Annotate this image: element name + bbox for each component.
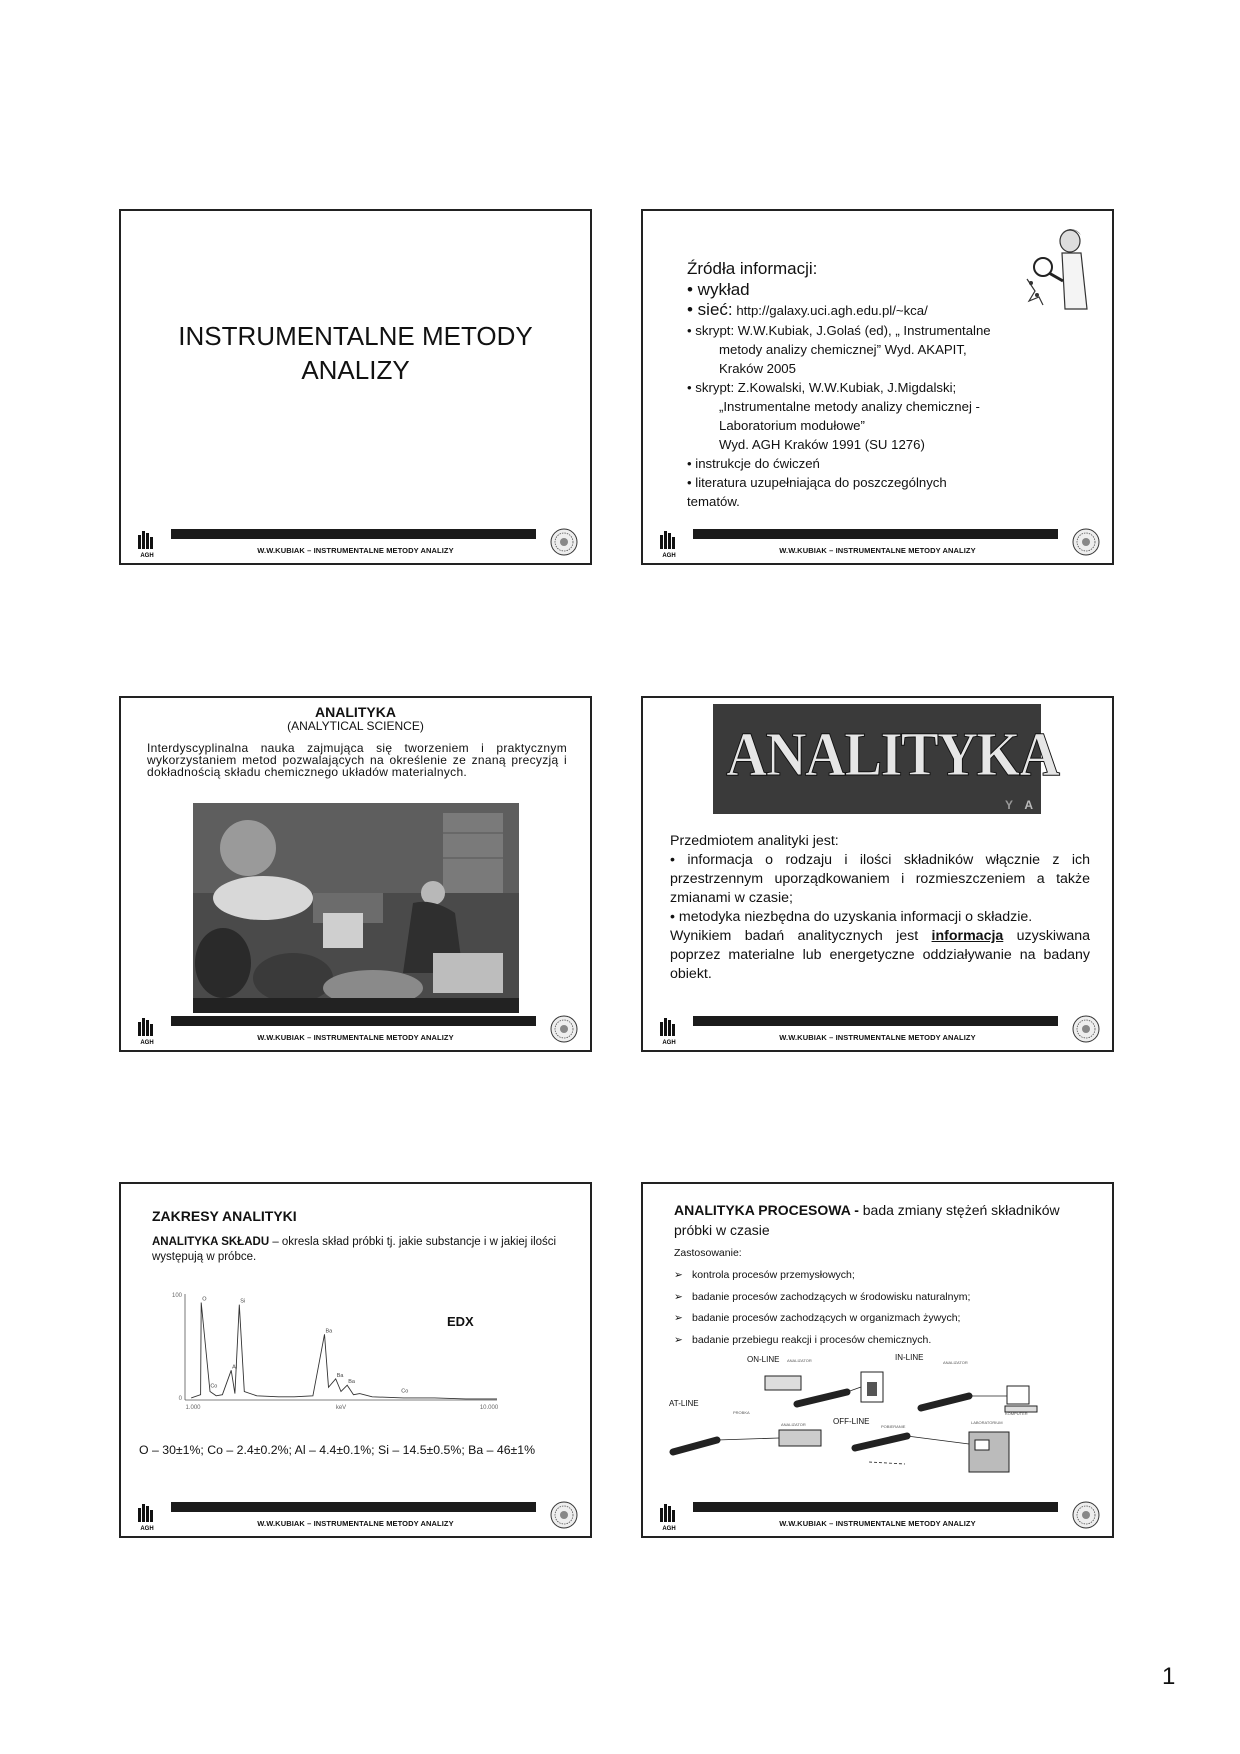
at-line-analyzer-box: [779, 1430, 821, 1446]
alchemist-painting-image: [193, 803, 519, 1013]
lab-cabinet-box: [969, 1432, 1009, 1472]
slide-title: ANALITYKA: [315, 704, 396, 720]
list-item: Wyd. AGH Kraków 1991 (SU 1276): [719, 437, 925, 452]
footer-bar: [693, 1016, 1058, 1026]
result-text-a: Wynikiem badań analitycznych jest: [670, 928, 932, 944]
scientist-clipart-icon: [1015, 219, 1105, 319]
list-item: metody analizy chemicznej” Wyd. AKAPIT,: [719, 342, 967, 357]
footer-label: W.W.KUBIAK – INSTRUMENTALNE METODY ANALIZY: [779, 1033, 976, 1042]
analityka-banner: [713, 704, 1059, 814]
point-1-text: • informacja o rodzaju i ilości składników włącznie z ich przestrzennym uporządkowaniem i rozmieszczeniem a także zmianami w czasie;: [670, 852, 1090, 906]
spectrum-line: [191, 1303, 497, 1399]
result-text-c: uzyskiwana poprzez materialne lub energetyczne oddziaływanie na badany obiekt.: [670, 928, 1091, 982]
peak-label: Co: [401, 1388, 409, 1395]
result-keyword: informacja: [931, 928, 1004, 944]
slide-title: [674, 1200, 1084, 1240]
slide-5: [119, 1182, 592, 1538]
slide-2: [641, 209, 1114, 565]
title-line-2: ANALIZY: [301, 355, 410, 385]
usage-label: Zastosowanie:: [674, 1247, 742, 1259]
result-text: [670, 927, 1090, 984]
x-tick-label: 10.000: [479, 1405, 499, 1411]
svg-text:LABORATORIUM: LABORATORIUM: [971, 1420, 1003, 1425]
footer-bar: [693, 529, 1058, 539]
list-item: „Instrumentalne metody analizy chemicznej -: [719, 399, 980, 414]
university-seal-icon: [1072, 1501, 1100, 1529]
arrow-bullet-icon: ➢: [674, 1333, 683, 1346]
agh-logo-text: AGH: [140, 1040, 154, 1046]
peak-label: Co: [210, 1383, 218, 1390]
composition-result: O – 30±1%; Co – 2.4±0.2%; Al – 4.4±0.1%; Si – 14.5±0.5%; Ba – 46±1%: [139, 1443, 536, 1457]
computer-monitor-box: [1007, 1386, 1029, 1404]
pipe-at-line: [673, 1440, 717, 1452]
list-item: tematów.: [687, 494, 740, 509]
peak-label: Ba: [348, 1379, 355, 1386]
banner-sub-y: Y: [1004, 798, 1013, 812]
agh-logo-icon: [136, 529, 158, 559]
y-tick-label: 0: [178, 1396, 182, 1402]
in-line-label: IN-LINE: [895, 1353, 924, 1362]
list-item: • literatura uzupełniająca do poszczególnych: [687, 475, 947, 490]
x-tick-label: keV: [335, 1405, 347, 1411]
slide-3: [119, 696, 592, 1052]
list-item-label: badanie procesów zachodzących w środowisku naturalnym;: [692, 1290, 971, 1303]
subtitle-bold: ANALITYKA SKŁADU: [152, 1236, 270, 1248]
footer-bar: [171, 529, 536, 539]
agh-logo-icon: [136, 1016, 158, 1046]
on-line-analyzer-box: [765, 1376, 801, 1390]
peak-label: Al: [232, 1364, 238, 1371]
subtitle-rest: – okresla skład próbki tj. jakie substancje i w jakiej ilości występują w próbce.: [152, 1236, 557, 1263]
title-line-1: INSTRUMENTALNE METODY: [178, 321, 533, 351]
list-item: [674, 1265, 970, 1287]
list-item: [674, 1308, 970, 1330]
university-seal-icon: [550, 1015, 578, 1043]
list-item: Kraków 2005: [719, 361, 796, 376]
university-seal-icon: [550, 1501, 578, 1529]
slide-subtitle: [152, 1235, 572, 1265]
pipe-on-line: [797, 1392, 847, 1404]
slide-title: ZAKRESY ANALITYKI: [152, 1208, 297, 1224]
list-item: • instrukcje do ćwiczeń: [687, 456, 820, 471]
footer-label: W.W.KUBIAK – INSTRUMENTALNE METODY ANALIZY: [779, 1519, 976, 1528]
arrow-bullet-icon: ➢: [674, 1290, 683, 1303]
list-item: • skrypt: W.W.Kubiak, J.Golaś (ed), „ Instrumentalne: [687, 323, 991, 338]
slide-6: [641, 1182, 1114, 1538]
arrow-bullet-icon: ➢: [674, 1269, 683, 1281]
agh-logo-text: AGH: [140, 553, 154, 559]
off-line-label: OFF-LINE: [833, 1417, 870, 1426]
url-text: http://galaxy.uci.agh.edu.pl/~kca/: [736, 303, 928, 318]
peak-label: Si: [240, 1298, 246, 1305]
footer-label: W.W.KUBIAK – INSTRUMENTALNE METODY ANALIZY: [257, 546, 454, 555]
footer-label: W.W.KUBIAK – INSTRUMENTALNE METODY ANALIZY: [257, 1519, 454, 1528]
list-item: • wykład: [687, 280, 750, 299]
peak-label: Ba: [325, 1328, 333, 1335]
analityka-description: [670, 832, 1090, 984]
pipe-off-line: [855, 1436, 907, 1448]
footer-label: W.W.KUBIAK – INSTRUMENTALNE METODY ANALIZY: [257, 1033, 454, 1042]
agh-logo-text: AGH: [662, 553, 676, 559]
svg-text:ANALIZATOR: ANALIZATOR: [787, 1358, 812, 1363]
point-2-text: • metodyka niezbędna do uzyskania informacji o składzie.: [670, 909, 1033, 925]
list-item: • skrypt: Z.Kowalski, W.W.Kubiak, J.Migdalski;: [687, 380, 957, 395]
peak-label: Ba: [336, 1372, 344, 1379]
peak-label: O: [202, 1296, 207, 1303]
university-seal-icon: [550, 528, 578, 556]
list-item: Laboratorium modułowe”: [719, 418, 865, 433]
list-item-label: badanie przebiegu reakcji i procesów chemicznych.: [692, 1333, 932, 1346]
sources-heading: Źródła informacji:: [687, 259, 818, 278]
process-analysis-diagram: [669, 1352, 1079, 1482]
footer-label: W.W.KUBIAK – INSTRUMENTALNE METODY ANALIZY: [779, 546, 976, 555]
agh-logo-text: AGH: [662, 1040, 676, 1046]
list-item: [674, 1330, 970, 1352]
x-tick-label: 1.000: [185, 1405, 201, 1411]
svg-text:ANALIZATOR: ANALIZATOR: [943, 1360, 968, 1365]
on-line-label: ON-LINE: [747, 1355, 780, 1364]
banner-sub-a: A: [1024, 798, 1033, 812]
list-item-label: • sieć:: [687, 300, 733, 319]
footer-bar: [171, 1016, 536, 1026]
footer-bar: [171, 1502, 536, 1512]
agh-logo-icon: [658, 1016, 680, 1046]
edx-label: EDX: [447, 1314, 474, 1329]
title-bold: ANALITYKA PROCESOWA -: [674, 1202, 859, 1218]
agh-logo-icon: [658, 1502, 680, 1532]
list-item-label: badanie procesów zachodzących w organizmach żywych;: [692, 1312, 961, 1324]
list-item: [674, 1287, 970, 1309]
agh-logo-text: AGH: [140, 1526, 154, 1532]
slide-4: [641, 696, 1114, 1052]
edx-spectrum-chart: [161, 1282, 501, 1422]
agh-logo-text: AGH: [662, 1526, 676, 1532]
svg-text:KOMPUTER: KOMPUTER: [1005, 1411, 1028, 1416]
y-tick-label: 100: [171, 1293, 182, 1299]
footer-bar: [693, 1502, 1058, 1512]
slide-title: [121, 319, 590, 387]
svg-text:POBIERANIE: POBIERANIE: [881, 1424, 906, 1429]
svg-text:PROBKA: PROBKA: [733, 1410, 750, 1415]
slide-subtitle: (ANALYTICAL SCIENCE): [287, 719, 424, 733]
university-seal-icon: [1072, 1015, 1100, 1043]
list-item-label: kontrola procesów przemysłowych;: [692, 1269, 855, 1281]
title-rest: bada zmiany stężeń składników próbki w czasie: [674, 1202, 1060, 1238]
agh-logo-icon: [136, 1502, 158, 1532]
at-line-label: AT-LINE: [669, 1399, 699, 1408]
agh-logo-icon: [658, 529, 680, 559]
svg-text:ANALIZATOR: ANALIZATOR: [781, 1422, 806, 1427]
intro-text: Przedmiotem analityki jest:: [670, 833, 839, 849]
university-seal-icon: [1072, 528, 1100, 556]
banner-text: ANALITYKA: [726, 721, 1059, 789]
usage-list: [674, 1265, 970, 1351]
slide-1: [119, 209, 592, 565]
definition-text: Interdyscyplinalna nauka zajmująca się tworzeniem i praktycznym wykorzystaniem metod pozwalających na określenie ze znaną precyzją i dokładnością składu chemicznego układów materialnych.: [147, 741, 567, 779]
arrow-bullet-icon: ➢: [674, 1312, 683, 1324]
pipe-in-line: [921, 1396, 969, 1408]
page-number: 1: [1162, 1663, 1176, 1690]
